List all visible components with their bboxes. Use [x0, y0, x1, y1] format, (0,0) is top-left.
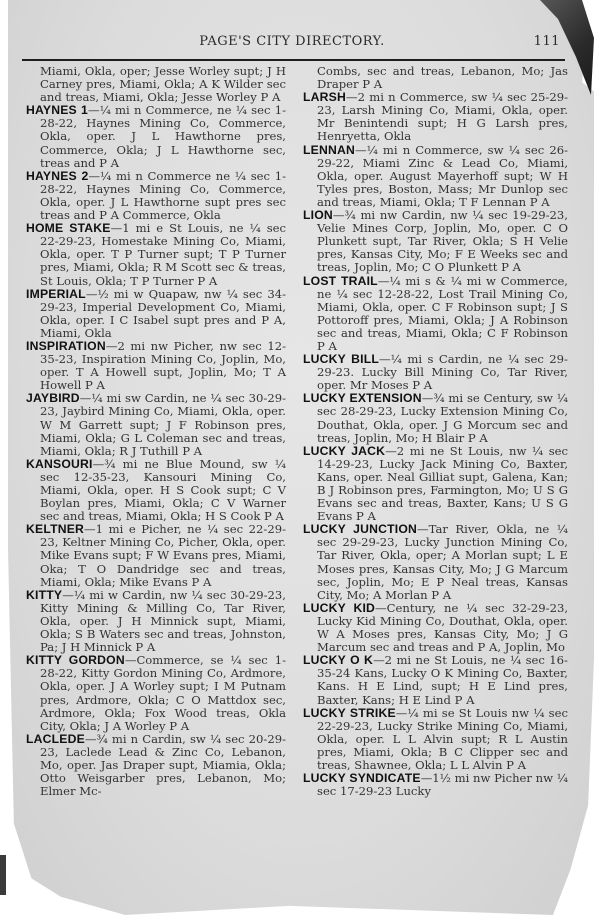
entry-text: —1 mi e St Louis, ne ¼ sec 22-29-23, Homestake Mining Co, Miami, Okla, oper. T P Turner supt; T P Turner pres, Miami, Okla; R M Scott sec & treas, St Louis, Okla; T P Turner P A [40, 221, 286, 288]
entry-text: —Century, ne ¼ sec 32-29-23, Lucky Kid Mining Co, Douthat, Okla, oper. W A Moses pres, Kansas City, Mo; J G Marcum sec and treas and P A, Joplin, Mo [317, 600, 569, 655]
page-number: 111 [533, 34, 560, 49]
mine-name: HOME STAKE [26, 221, 111, 236]
entry-text: —2 mi ne St Louis, ne ¼ sec 16-35-24 Kans, Lucky O K Mining Co, Baxter, Kans. H E Lind, supt; H E Lind pres, Baxter, Kans; H E Lind P A [317, 653, 568, 707]
mine-name: LACLEDE [26, 731, 85, 746]
directory-entry [26, 170, 286, 222]
directory-entry [303, 392, 568, 444]
mine-name: LUCKY EXTENSION [303, 391, 422, 406]
page-header [22, 34, 562, 56]
directory-entry [26, 65, 286, 104]
mine-name: KITTY [26, 587, 63, 602]
directory-entry [303, 275, 568, 354]
directory-entry [26, 654, 286, 733]
directory-entry [303, 65, 568, 91]
entry-text: —Tar River, Okla, ne ¼ sec 29-29-23, Lucky Junction Mining Co, Tar River, Okla, oper; A Morlan supt; L E Moses pres, Kansas City, Mo; J G Marcum sec, Joplin, Mo; E P Neal treas, Kansas City, Mo; A Morlan P A [317, 522, 568, 602]
mine-name: LUCKY O K [303, 653, 374, 668]
right-column [303, 65, 568, 798]
mine-name: KITTY GORDON [26, 653, 125, 668]
directory-entry [303, 353, 568, 392]
mine-name: LUCKY JUNCTION [303, 522, 418, 537]
directory-entry [26, 340, 286, 392]
mine-name: LUCKY BILL [303, 352, 380, 367]
directory-entry [26, 104, 286, 169]
entry-text: —¾ mi n Cardin, sw ¼ sec 20-29-23, Laclede Lead & Zinc Co, Lebanon, Mo, oper. Jas Draper supt, Miamia, Okla; Otto Weisgarber pres, Lebanon, Mo; Elmer Mc- [40, 731, 286, 799]
entry-text: —¼ mi n Commerce, ne ¼ sec 1-28-22, Haynes Mining Co, Commerce, Okla, oper. J L Hawthorne pres, Commerce, Okla; J L Hawthorne sec, treas and P A [40, 103, 286, 170]
entry-text: —Commerce, se ¼ sec 1-28-22, Kitty Gordon Mining Co, Ardmore, Okla, oper. J A Worley supt; I M Putnam pres, Ardmore, Okla; C O Mattdox sec, Ardmore, Okla; Fox Wood treas, Okla City, Okla; J A Worley P A [40, 653, 286, 733]
entry-text: —¾ mi se Century, sw ¼ sec 28-29-23, Lucky Extension Mining Co, Douthat, Okla, oper. J G Morcum sec and treas, Joplin, Mo; H Blair P A [317, 391, 568, 445]
directory-entry [26, 458, 286, 523]
directory-entry [303, 209, 568, 274]
entry-text: —½ mi w Quapaw, nw ¼ sec 34-29-23, Imperial Development Co, Miami, Okla, oper. I C Isabel supt pres and P A, Miami, Okla [40, 286, 286, 340]
entry-text: Combs, sec and treas, Lebanon, Mo; Jas Draper P A [317, 64, 568, 92]
entry-text: —2 mi ne St Louis, nw ¼ sec 14-29-23, Lucky Jack Mining Co, Baxter, Kans, oper. Neal Gilliat supt, Galena, Kan; B J Robinson pres, Farmington, Mo; U S G Evans sec and treas, Baxter, Kans; U S G Evans P A [317, 443, 568, 524]
mine-name: LION [303, 208, 333, 223]
entry-text: —1 mi e Picher, ne ¼ sec 22-29-23, Keltner Mining Co, Picher, Okla, oper. Mike Evans supt; F W Evans pres, Miami, Oka; T O Dandridge sec and treas, Miami, Okla; Mike Evans P A [40, 522, 286, 589]
directory-entry [303, 445, 568, 524]
mine-name: IMPERIAL [26, 286, 86, 301]
entry-text: Miami, Okla, oper; Jesse Worley supt; J H Carney pres, Miami, Okla; A K Wilder sec and treas, Miami, Okla; Jesse Worley P A [40, 64, 286, 105]
running-title: PAGE'S CITY DIRECTORY. [199, 34, 385, 49]
mine-name: LUCKY SYNDICATE [303, 771, 421, 786]
entry-text: —1½ mi nw Picher nw ¼ sec 17-29-23 Lucky [317, 771, 568, 799]
entry-text: —¼ mi n Commerce, sw ¼ sec 26-29-22, Miami Zinc & Lead Co, Miami, Okla, oper. August Mayerhoff supt; W H Tyles pres, Boston, Mass; Mr Dunlop sec and treas, Miami, Okla; T F Lennan P A [317, 142, 568, 209]
mine-name: LUCKY STRIKE [303, 705, 396, 720]
entry-text: —¼ mi sw Cardin, ne ¼ sec 30-29-23, Jaybird Mining Co, Miami, Okla, oper. W M Garrett supt; J F Robinson pres, Miami, Okla; G L Coleman sec and treas, Miami, Okla; R J Tuthill P A [40, 391, 286, 458]
mine-name: INSPIRATION [26, 338, 106, 353]
directory-entry [303, 144, 568, 209]
directory-entry [303, 772, 568, 798]
mine-name: JAYBIRD [26, 391, 80, 406]
entry-text: —¼ mi w Cardin, nw ¼ sec 30-29-23, Kitty Mining & Milling Co, Tar River, Okla, oper. J H Minnick supt, Miami, Okla; S B Waters sec and treas, Johnston, Pa; J H Minnick P A [40, 587, 286, 655]
mine-name: LOST TRAIL [303, 273, 378, 288]
mine-name: LENNAN [303, 142, 355, 157]
mine-name: HAYNES 1 [26, 103, 88, 118]
entry-text: —¾ mi nw Cardin, nw ¼ sec 19-29-23, Velie Mines Corp, Joplin, Mo, oper. C O Plunkett supt, Tar River, Okla; S H Velie pres, Kansas City, Mo; F E Weeks sec and treas, Joplin, Mo; C O Plunkett P A [317, 208, 568, 275]
directory-entry [26, 222, 286, 287]
mine-name: LARSH [303, 90, 346, 105]
directory-entry [303, 654, 568, 706]
mine-name: LUCKY JACK [303, 443, 386, 458]
binding-mark [0, 855, 6, 895]
directory-entry [26, 523, 286, 588]
entry-text: —¼ mi s & ¼ mi w Commerce, ne ¼ sec 12-28-22, Lost Trail Mining Co, Miami, Okla, oper. C F Robinson supt; J S Pottoroff pres, Miami, Okla; J A Robinson sec and treas, Miami, Okla; C F Robinson P A [317, 273, 568, 353]
header-rule [22, 59, 565, 61]
directory-entry [26, 733, 286, 798]
mine-name: KANSOURI [26, 456, 93, 471]
directory-entry [303, 91, 568, 143]
entry-text: —2 mi nw Picher, nw sec 12-35-23, Inspiration Mining Co, Joplin, Mo, oper. T A Howell supt, Joplin, Mo; T A Howell P A [40, 338, 286, 393]
directory-entry [303, 523, 568, 602]
entry-text: —2 mi n Commerce, sw ¼ sec 25-29-23, Larsh Mining Co, Miami, Okla, oper. Mr Benintendi supt; H G Larsh pres, Henryetta, Okla [317, 90, 568, 144]
directory-entry [26, 589, 286, 654]
mine-name: HAYNES 2 [26, 168, 89, 183]
entry-text: —¼ mi se St Louis nw ¼ sec 22-29-23, Lucky Strike Mining Co, Miami, Okla, oper. L L Alvin supt; R L Austin pres, Miami, Okla; B C Clipper sec and treas, Shawnee, Okla; L L Alvin P A [317, 705, 568, 772]
entry-text: —¼ mi n Commerce ne ¼ sec 1-28-22, Haynes Mining Co, Commerce, Okla, oper. J L Hawthorne supt pres sec treas and P A Commerce, Okla [40, 168, 286, 223]
entry-text: —¼ mi s Cardin, ne ¼ sec 29-29-23. Lucky Bill Mining Co, Tar River, oper. Mr Moses P A [317, 352, 568, 393]
directory-entry [303, 602, 568, 654]
entry-text: —¾ mi ne Blue Mound, sw ¼ sec 12-35-23, Kansouri Mining Co, Miami, Okla, oper. H S Cook supt; C V Boylan pres, Miami, Okla; C V Warner sec and treas, Miami, Okla; H S Cook P A [40, 456, 286, 524]
directory-entry [26, 288, 286, 340]
directory-entry [303, 707, 568, 772]
mine-name: KELTNER [26, 522, 85, 537]
left-column [26, 65, 286, 798]
directory-entry [26, 392, 286, 457]
mine-name: LUCKY KID [303, 600, 376, 615]
